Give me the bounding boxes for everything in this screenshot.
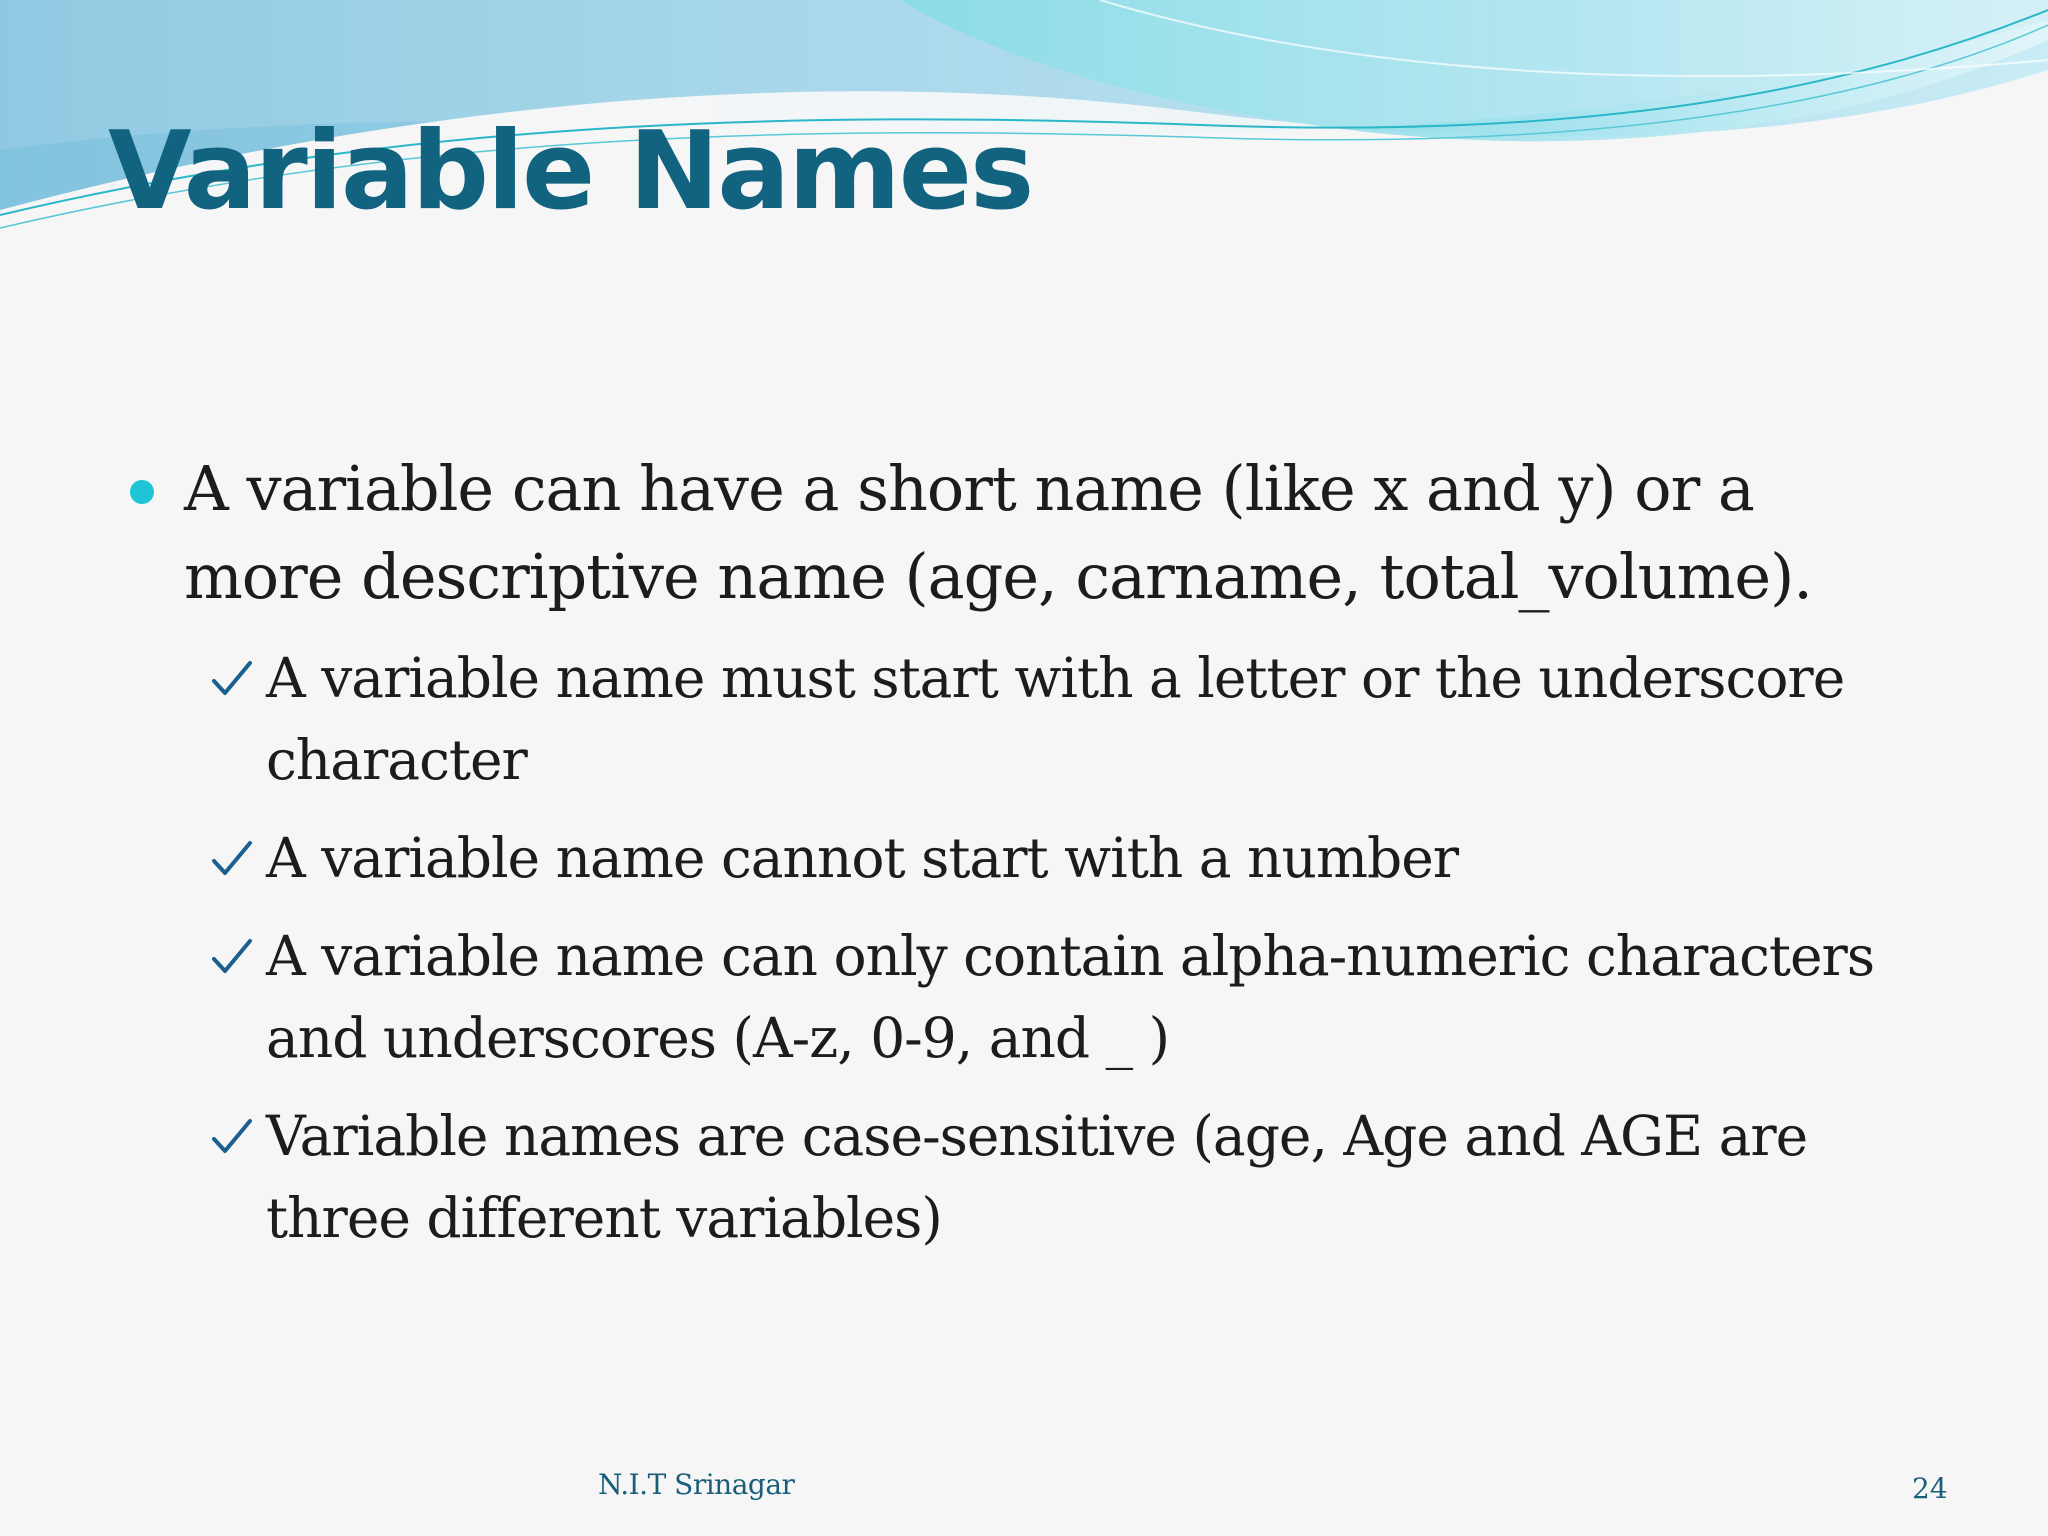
check-icon bbox=[210, 1117, 254, 1157]
main-bullet bbox=[130, 445, 1930, 621]
footer-text: N.I.T Srinagar bbox=[598, 1468, 795, 1501]
sub-bullet bbox=[266, 1095, 1930, 1259]
sub-bullet-text: A variable name must start with a letter or the underscore character bbox=[266, 646, 1845, 792]
sub-bullet-text: A variable name cannot start with a number bbox=[266, 826, 1459, 890]
slide-title: Variable Names bbox=[108, 109, 1033, 234]
check-icon bbox=[210, 839, 254, 879]
check-icon bbox=[210, 937, 254, 977]
main-bullet-text: A variable can have a short name (like x and y) or a more descriptive name (age, carname, total_volume). bbox=[184, 452, 1812, 613]
slide-content bbox=[130, 445, 1930, 1259]
sub-bullet bbox=[266, 915, 1930, 1079]
sub-bullet-text: A variable name can only contain alpha-numeric characters and underscores (A-z, 0-9, and _ ) bbox=[266, 924, 1875, 1070]
page-number: 24 bbox=[1912, 1472, 1948, 1505]
bullet-dot-icon bbox=[130, 480, 154, 504]
sub-bullet bbox=[266, 817, 1930, 899]
sub-bullet bbox=[266, 637, 1930, 801]
check-icon bbox=[210, 659, 254, 699]
sub-bullet-text: Variable names are case-sensitive (age, Age and AGE are three different variables) bbox=[266, 1104, 1808, 1250]
